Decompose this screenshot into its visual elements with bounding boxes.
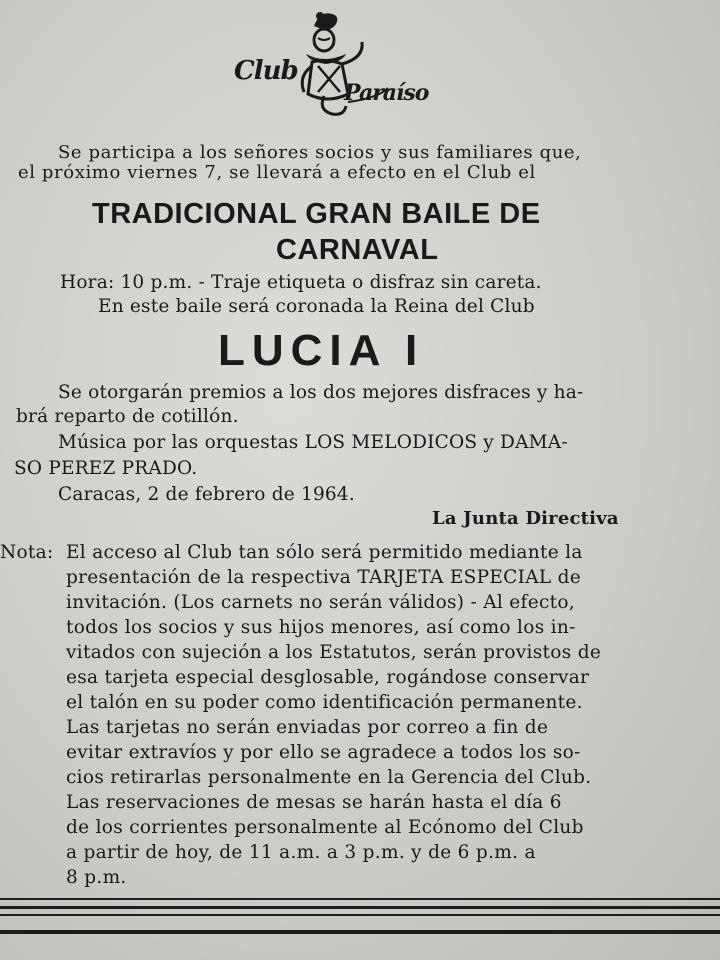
nota-line-1: El acceso al Club tan sólo será permitido mediante la bbox=[66, 542, 583, 563]
intro-line-1: Se participa a los señores socios y sus familiares que, bbox=[58, 142, 582, 163]
logo-word-paraiso: Paraíso bbox=[344, 80, 429, 106]
nota-line-3: invitación. (Los carnets no serán válidos) - Al efecto, bbox=[66, 592, 575, 613]
intro-line-2: el próximo viernes 7, se llevará a efecto en el Club el bbox=[18, 162, 536, 183]
details-line-1: Hora: 10 p.m. - Traje etiqueta o disfraz sin careta. bbox=[60, 272, 542, 293]
signature: La Junta Directiva bbox=[432, 508, 619, 529]
body-line-3: Música por las orquestas LOS MELODICOS y DAMA- bbox=[58, 432, 568, 453]
body-line-1: Se otorgarán premios a los dos mejores disfraces y ha- bbox=[58, 382, 584, 403]
nota-label: Nota: bbox=[0, 542, 54, 563]
nota-line-13: a partir de hoy, de 11 a.m. a 3 p.m. y de 6 p.m. a bbox=[66, 842, 536, 863]
body-line-2: brá reparto de cotillón. bbox=[16, 406, 239, 427]
divider-rule-2 bbox=[0, 906, 720, 909]
nota-line-11: Las reservaciones de mesas se harán hasta el día 6 bbox=[66, 792, 562, 813]
club-logo bbox=[228, 4, 458, 122]
nota-line-9: evitar extravíos y por ello se agradece a todos los so- bbox=[66, 742, 581, 763]
nota-line-7: el talón en su poder como identificación permanente. bbox=[66, 692, 583, 713]
queen-name: LUCIA I bbox=[218, 326, 425, 375]
nota-line-10: cios retirarlas personalmente en la Gerencia del Club. bbox=[66, 767, 592, 788]
headline-line-1: TRADICIONAL GRAN BAILE DE bbox=[92, 198, 541, 230]
headline-line-2: CARNAVAL bbox=[276, 234, 439, 266]
nota-line-5: vitados con sujeción a los Estatutos, serán provistos de bbox=[66, 642, 602, 663]
logo-word-club: Club bbox=[234, 56, 298, 86]
nota-line-4: todos los socios y sus hijos menores, así como los in- bbox=[66, 617, 576, 638]
nota-line-6: esa tarjeta especial desglosable, rogándose conservar bbox=[66, 667, 590, 688]
nota-line-12: de los corrientes personalmente al Ecónomo del Club bbox=[66, 817, 584, 838]
nota-line-8: Las tarjetas no serán enviadas por correo a fin de bbox=[66, 717, 549, 738]
nota-line-2: presentación de la respectiva TARJETA ESPECIAL de bbox=[66, 567, 582, 588]
details-line-2: En este baile será coronada la Reina del Club bbox=[98, 296, 535, 317]
divider-rule-1 bbox=[0, 898, 720, 900]
body-line-4: SO PEREZ PRADO. bbox=[14, 458, 198, 479]
divider-rule-4 bbox=[0, 930, 720, 934]
date-line: Caracas, 2 de febrero de 1964. bbox=[58, 484, 355, 505]
divider-rule-3 bbox=[0, 914, 720, 916]
nota-line-14: 8 p.m. bbox=[66, 867, 127, 888]
